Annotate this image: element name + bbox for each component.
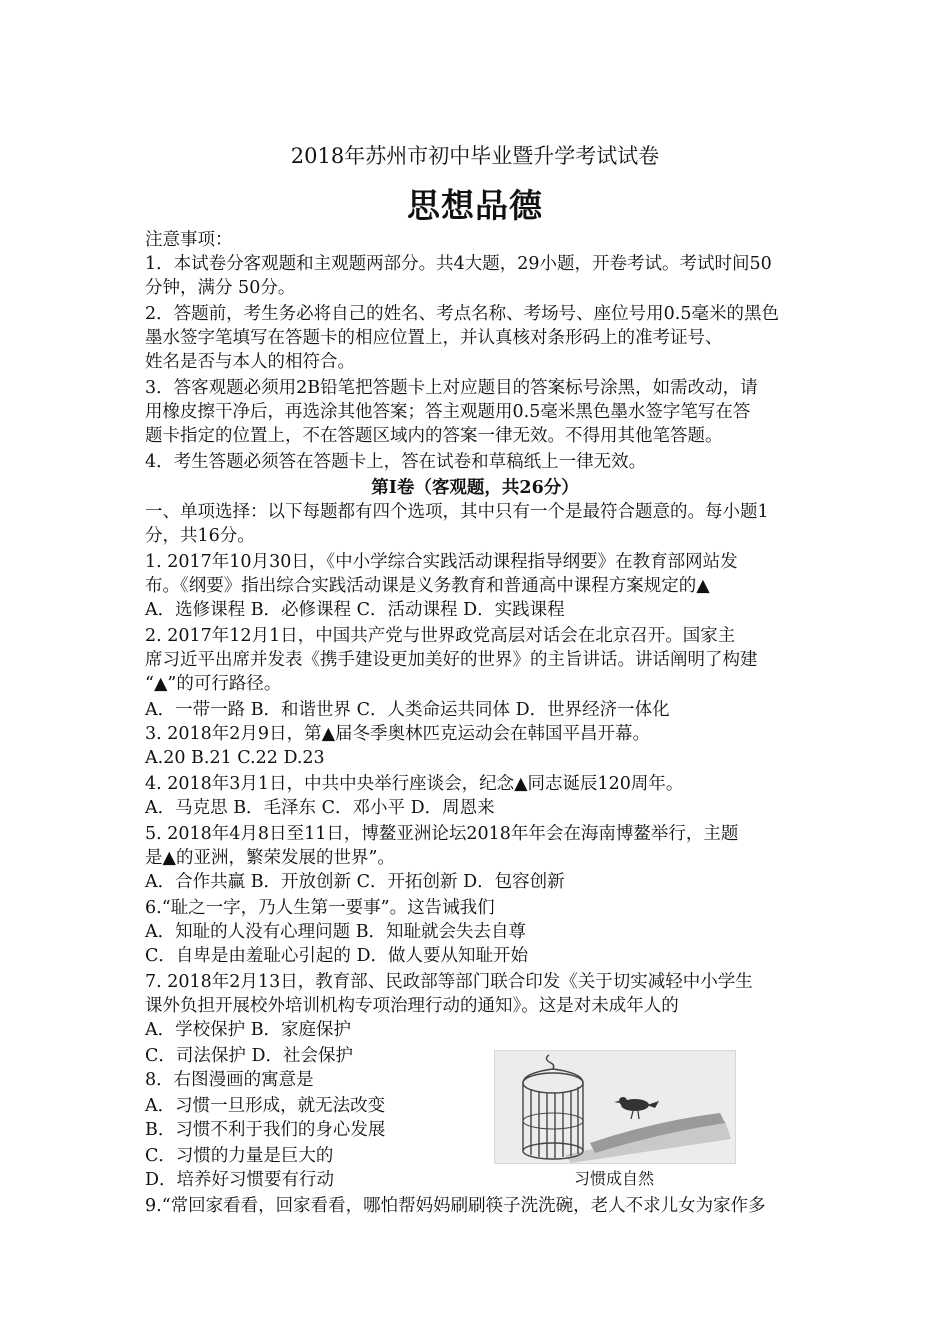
option-line: D．培养好习惯要有行动 (145, 1170, 335, 1190)
exam-title: 2018年苏州市初中毕业暨升学考试试卷 (290, 144, 660, 168)
question-line: 6.“耻之一字，乃人生第一要事”。这告诫我们 (145, 898, 495, 918)
section-header: 第Ⅰ卷（客观题，共26分） (371, 478, 579, 498)
question-line: “▲”的可行路径。 (145, 674, 282, 694)
question-line: 7. 2018年2月13日，教育部、民政部等部门联合印发《关于切实减轻中小学生 (145, 972, 753, 992)
notice-line: 用橡皮擦干净后，再选涂其他答案；答主观题用0.5毫米黑色墨水签字笔写在答 (145, 402, 751, 422)
question-line: 课外负担开展校外培训机构专项治理行动的通知》。这是对未成年人的 (145, 996, 679, 1016)
option-line: A．选修课程 B．必修课程 C．活动课程 D．实践课程 (145, 600, 565, 620)
question-line: 是▲的亚洲，繁荣发展的世界”。 (145, 848, 395, 868)
notice-line: 3．答客观题必须用2B铅笔把答题卡上对应题目的答案标号涂黑，如需改动，请 (145, 378, 758, 398)
notice-line: 姓名是否与本人的相符合。 (145, 352, 355, 372)
option-line: A.20 B.21 C.22 D.23 (145, 748, 325, 768)
option-line: C．习惯的力量是巨大的 (145, 1146, 334, 1166)
question-line: 8．右图漫画的寓意是 (145, 1070, 314, 1090)
option-line: A．知耻的人没有心理问题 B．知耻就会失去自尊 (145, 922, 527, 942)
option-line: A．马克思 B．毛泽东 C．邓小平 D．周恩来 (145, 798, 495, 818)
cartoon-caption: 习惯成自然 (573, 1169, 654, 1188)
option-line: A．习惯一旦形成，就无法改变 (145, 1096, 386, 1116)
notice-line: 4．考生答题必须答在答题卡上，答在试卷和草稿纸上一律无效。 (145, 452, 647, 472)
question-line: 4. 2018年3月1日，中共中央举行座谈会，纪念▲同志诞辰120周年。 (145, 774, 684, 794)
question-line: 5. 2018年4月8日至11日，博鳌亚洲论坛2018年年会在海南博鳌举行，主题 (145, 824, 739, 844)
question-line: 9.“常回家看看，回家看看，哪怕帮妈妈刷刷筷子洗洗碗，老人不求儿女为家作多 (145, 1196, 766, 1216)
cartoon-image (494, 1050, 736, 1164)
notice-line: 分钟，满分 50分。 (145, 278, 296, 298)
subject-title: 思想品德 (407, 186, 543, 225)
question-line: 1. 2017年10月30日，《中小学综合实践活动课程指导纲要》在教育部网站发 (145, 552, 738, 572)
option-line: C．自卑是由羞耻心引起的 D．做人要从知耻开始 (145, 946, 528, 966)
instruction-line: 一、单项选择：以下每题都有四个选项，其中只有一个是最符合题意的。每小题1 (145, 502, 769, 522)
notice-line: 墨水签字笔填写在答题卡的相应位置上，并认真核对条形码上的准考证号、 (145, 328, 723, 348)
option-line: A．一带一路 B．和谐世界 C．人类命运共同体 D．世界经济一体化 (145, 700, 670, 720)
question-line: 2. 2017年12月1日，中国共产党与世界政党高层对话会在北京召开。国家主 (145, 626, 736, 646)
birdcage-illustration (495, 1051, 735, 1163)
notice-line: 2．答题前，考生务必将自己的姓名、考点名称、考场号、座位号用0.5毫米的黑色 (145, 304, 779, 324)
option-line: A．合作共赢 B．开放创新 C．开拓创新 D．包容创新 (145, 872, 565, 892)
option-line: B．习惯不利于我们的身心发展 (145, 1120, 386, 1140)
instruction-line: 分，共16分。 (145, 526, 255, 546)
option-line: A．学校保护 B．家庭保护 (145, 1020, 352, 1040)
option-line: C．司法保护 D．社会保护 (145, 1046, 353, 1066)
question-line: 3. 2018年2月9日，第▲届冬季奥林匹克运动会在韩国平昌开幕。 (145, 724, 651, 744)
question-line: 席习近平出席并发表《携手建设更加美好的世界》的主旨讲话。讲话阐明了构建 (145, 650, 758, 670)
question-line: 布。《纲要》指出综合实践活动课是义务教育和普通高中课程方案规定的▲ (145, 576, 710, 596)
notice-line: 1．本试卷分客观题和主观题两部分。共4大题，29小题，开卷考试。考试时间50 (145, 254, 772, 274)
notice-line: 题卡指定的位置上，不在答题区域内的答案一律无效。不得用其他笔答题。 (145, 426, 723, 446)
notice-heading: 注意事项： (145, 230, 233, 250)
